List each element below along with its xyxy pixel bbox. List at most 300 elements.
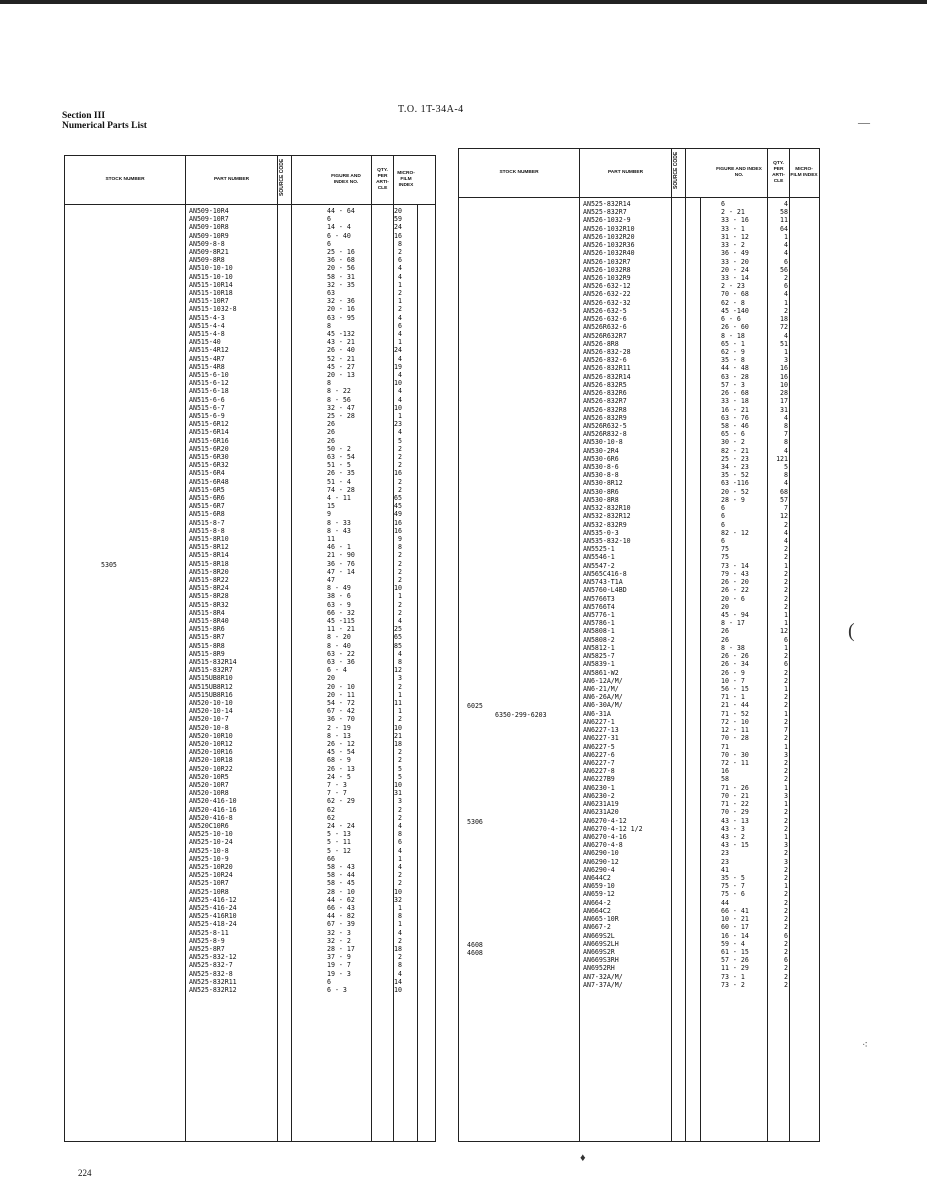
figure-index: 66 xyxy=(327,854,335,863)
quantity: 6 xyxy=(398,321,402,330)
part-number: AN509-8-8 xyxy=(189,239,225,248)
part-number: AN526-1032R36 xyxy=(583,241,635,250)
figure-index: 8 - 33 xyxy=(327,518,351,527)
part-number: AN525-10R8 xyxy=(189,887,229,896)
table-row xyxy=(65,487,435,494)
quantity: 10 xyxy=(394,584,402,593)
table-row xyxy=(65,913,435,920)
part-number: AN5776-1 xyxy=(583,611,615,619)
figure-index: 41 xyxy=(721,865,729,874)
part-number: AN515-4-4 xyxy=(189,321,225,330)
table-row xyxy=(459,390,819,397)
figure-index: 20 - 24 xyxy=(721,265,749,274)
quantity: 4 xyxy=(398,272,402,281)
table-row xyxy=(459,439,819,446)
figure-index: 43 - 13 xyxy=(721,816,749,825)
stock-number: 5305 xyxy=(101,560,117,569)
part-number: AN515-4R8 xyxy=(189,362,225,371)
margin-specks: ⁖ xyxy=(862,1040,868,1051)
table-row xyxy=(459,242,819,249)
figure-index: 82 - 12 xyxy=(721,528,749,537)
table-row xyxy=(65,667,435,674)
table-row xyxy=(459,365,819,372)
part-number: AN6227-8 xyxy=(583,767,615,776)
header-part-number: PART NUMBER xyxy=(607,170,644,175)
table-row xyxy=(459,357,819,364)
part-number: AN525-416-12 xyxy=(189,895,237,904)
quantity: 2 xyxy=(784,874,788,883)
quantity: 2 xyxy=(784,594,788,603)
part-number: AN509-10R4 xyxy=(189,207,229,215)
quantity: 7 xyxy=(784,726,788,735)
table-row xyxy=(65,880,435,887)
part-number: AN665-10R xyxy=(583,915,619,924)
table-row xyxy=(459,974,819,981)
part-number: AN525-10-8 xyxy=(189,846,229,855)
part-number: AN515-4R7 xyxy=(189,354,225,363)
table-row xyxy=(65,454,435,461)
table-row xyxy=(459,727,819,734)
table-row xyxy=(65,552,435,559)
part-number: AN5766T4 xyxy=(583,602,615,611)
figure-index: 67 - 42 xyxy=(327,707,355,716)
part-number: AN509-10R8 xyxy=(189,223,229,232)
figure-index: 8 - 13 xyxy=(327,731,351,740)
figure-index: 75 xyxy=(721,545,729,554)
quantity: 2 xyxy=(784,652,788,661)
table-row xyxy=(65,987,435,994)
part-number: AN6-26A/M/ xyxy=(583,693,623,702)
figure-index: 5 - 12 xyxy=(327,846,351,855)
table-row xyxy=(459,209,819,216)
quantity: 2 xyxy=(784,824,788,833)
quantity: 2 xyxy=(784,273,788,282)
table-row xyxy=(459,883,819,890)
part-number: AN515-6R6 xyxy=(189,494,225,502)
figure-index: 72 - 10 xyxy=(721,717,749,726)
figure-index: 44 - 62 xyxy=(327,895,355,904)
figure-index: 75 xyxy=(721,553,729,562)
part-number: AN515-6R20 xyxy=(189,444,229,453)
table-row xyxy=(65,585,435,592)
figure-index: 38 - 6 xyxy=(327,592,351,601)
quantity: 59 xyxy=(394,215,402,224)
part-number: AN526R632R7 xyxy=(583,331,627,340)
figure-index: 63 - 9 xyxy=(327,600,351,609)
part-number: AN515-4R12 xyxy=(189,346,229,355)
part-number: AN520-10-10 xyxy=(189,699,233,707)
table-row xyxy=(459,965,819,972)
quantity: 21 xyxy=(394,731,402,740)
part-number: AN510-10-10 xyxy=(189,264,233,273)
figure-index: 63 - 36 xyxy=(327,658,355,666)
figure-index: 46 - 1 xyxy=(327,543,351,552)
table-row xyxy=(459,678,819,685)
quantity: 2 xyxy=(784,520,788,529)
part-number: AN669S2L xyxy=(583,931,615,940)
figure-index: 8 - 56 xyxy=(327,395,351,404)
quantity: 8 xyxy=(398,830,402,839)
quantity: 2 xyxy=(398,715,402,724)
part-number: AN525-418-24 xyxy=(189,920,237,929)
figure-index: 62 xyxy=(327,813,335,822)
table-row xyxy=(65,511,435,518)
part-number: AN515-6R32 xyxy=(189,461,229,470)
figure-index: 5 - 13 xyxy=(327,830,351,839)
table-row xyxy=(459,875,819,882)
quantity: 1 xyxy=(784,742,788,751)
table-row xyxy=(459,834,819,841)
table-row xyxy=(65,864,435,871)
part-number: AN520-10-14 xyxy=(189,707,233,716)
figure-index: 45 - 54 xyxy=(327,748,355,757)
figure-index: 63 xyxy=(327,289,335,297)
table-row xyxy=(459,250,819,257)
table-row xyxy=(65,626,435,633)
table-row xyxy=(459,480,819,487)
part-number: AN526-632-22 xyxy=(583,290,631,299)
part-number: AN669S2R xyxy=(583,948,615,957)
part-number: AN6231A20 xyxy=(583,808,619,817)
part-number: AN515-6R7 xyxy=(189,502,225,511)
header-microfilm: MICRO- FILM INDEX xyxy=(790,167,818,178)
figure-index: 50 - 2 xyxy=(327,444,351,453)
part-number: AN5525-1 xyxy=(583,545,615,554)
table-row xyxy=(459,604,819,611)
page-number: 224 xyxy=(78,1168,92,1178)
table-row xyxy=(459,628,819,635)
margin-tick: — xyxy=(858,115,870,129)
quantity: 2 xyxy=(784,816,788,825)
quantity: 4 xyxy=(398,264,402,273)
quantity: 6 xyxy=(784,282,788,291)
table-row xyxy=(459,259,819,266)
quantity: 2 xyxy=(784,578,788,587)
table-row xyxy=(65,634,435,641)
part-number: AN526-1032R8 xyxy=(583,265,631,274)
quantity: 32 xyxy=(394,895,402,904)
quantity: 2 xyxy=(398,813,402,822)
table-row xyxy=(459,407,819,414)
quantity: 8 xyxy=(398,543,402,552)
quantity: 1 xyxy=(398,690,402,699)
part-number: AN532-832R12 xyxy=(583,512,631,521)
quantity: 45 xyxy=(394,502,402,511)
figure-index: 6 xyxy=(721,200,725,208)
part-number: AN530-2R4 xyxy=(583,446,619,455)
quantity: 1 xyxy=(784,232,788,241)
quantity: 4 xyxy=(784,200,788,208)
quantity: 49 xyxy=(394,510,402,519)
table-row xyxy=(65,716,435,723)
figure-index: 20 - 6 xyxy=(721,594,745,603)
quantity: 4 xyxy=(398,313,402,322)
figure-index: 26 - 12 xyxy=(327,740,355,748)
part-number: AN526-1032-9 xyxy=(583,216,631,225)
quantity: 2 xyxy=(784,972,788,981)
table-row xyxy=(65,798,435,805)
part-number: AN5808-1 xyxy=(583,627,615,636)
figure-index: 11 - 21 xyxy=(327,625,355,634)
table-row xyxy=(459,719,819,726)
quantity: 6 xyxy=(784,660,788,669)
part-number: AN5825-7 xyxy=(583,652,615,661)
table-row xyxy=(459,333,819,340)
figure-index: 71 - 26 xyxy=(721,783,749,792)
table-row xyxy=(459,234,819,241)
figure-index: 6 xyxy=(721,520,725,529)
quantity: 121 xyxy=(776,454,788,463)
quantity: 3 xyxy=(784,356,788,365)
quantity: 1 xyxy=(784,783,788,792)
quantity: 1 xyxy=(784,832,788,841)
figure-index: 44 - 64 xyxy=(327,207,355,215)
quantity: 10 xyxy=(780,380,788,389)
table-row xyxy=(459,916,819,923)
table-row xyxy=(459,924,819,931)
table-row xyxy=(459,744,819,751)
table-row xyxy=(459,456,819,463)
quantity: 2 xyxy=(398,305,402,314)
quantity: 16 xyxy=(394,231,402,240)
quantity: 10 xyxy=(394,986,402,994)
quantity: 16 xyxy=(394,526,402,535)
document-id: T.O. 1T-34A-4 xyxy=(398,104,464,115)
figure-index: 23 xyxy=(721,857,729,866)
part-number: AN515-6R8 xyxy=(189,510,225,519)
figure-index: 8 - 40 xyxy=(327,641,351,650)
ink-mark: ♦ xyxy=(580,1152,586,1164)
part-number: AN526-832R5 xyxy=(583,380,627,389)
table-row xyxy=(459,275,819,282)
quantity: 8 xyxy=(784,421,788,430)
quantity: 57 xyxy=(780,495,788,504)
part-number: AN526-1032R9 xyxy=(583,273,631,282)
figure-index: 75 - 6 xyxy=(721,890,745,899)
header-stock-number: STOCK NUMBER xyxy=(105,177,145,182)
figure-index: 24 - 5 xyxy=(327,772,351,781)
quantity: 16 xyxy=(394,469,402,478)
figure-index: 82 - 21 xyxy=(721,446,749,455)
part-number: AN525-8-9 xyxy=(189,936,225,945)
quantity: 6 xyxy=(784,956,788,965)
table-row xyxy=(65,807,435,814)
part-number: AN515UB8R16 xyxy=(189,690,233,699)
figure-index: 65 - 6 xyxy=(721,430,745,439)
quantity: 16 xyxy=(780,364,788,373)
quantity: 20 xyxy=(394,207,402,215)
part-number: AN667-2 xyxy=(583,923,611,932)
figure-index: 26 - 34 xyxy=(721,660,749,669)
figure-index: 36 - 70 xyxy=(327,715,355,724)
figure-index: 66 - 41 xyxy=(721,906,749,915)
figure-index: 36 - 49 xyxy=(721,249,749,258)
quantity: 23 xyxy=(394,420,402,429)
quantity: 3 xyxy=(784,841,788,850)
figure-index: 33 - 16 xyxy=(721,216,749,225)
quantity: 1 xyxy=(398,297,402,306)
figure-index: 67 - 39 xyxy=(327,920,355,929)
figure-index: 26 xyxy=(327,428,335,437)
table-row xyxy=(459,670,819,677)
quantity: 18 xyxy=(394,945,402,953)
quantity: 1 xyxy=(784,611,788,619)
figure-index: 21 - 90 xyxy=(327,551,355,560)
figure-index: 33 - 1 xyxy=(721,224,745,233)
figure-index: 20 xyxy=(721,602,729,611)
quantity: 4 xyxy=(398,863,402,871)
figure-index: 26 xyxy=(721,635,729,644)
table-row xyxy=(65,848,435,855)
part-number: AN659-12 xyxy=(583,890,615,899)
part-number: AN5786-1 xyxy=(583,619,615,628)
figure-index: 71 - 1 xyxy=(721,693,745,702)
figure-index: 28 - 10 xyxy=(327,887,355,896)
part-number: AN5766T3 xyxy=(583,594,615,603)
figure-index: 60 - 17 xyxy=(721,923,749,932)
quantity: 31 xyxy=(780,405,788,414)
figure-index: 20 - 11 xyxy=(327,690,355,699)
table-row xyxy=(459,349,819,356)
figure-index: 70 - 30 xyxy=(721,750,749,759)
table-row xyxy=(65,356,435,363)
table-row xyxy=(459,809,819,816)
table-row xyxy=(459,341,819,348)
quantity: 4 xyxy=(784,537,788,546)
header-qty: QTY. PER ARTI- CLE xyxy=(376,168,389,191)
figure-index: 73 - 1 xyxy=(721,972,745,981)
table-row xyxy=(65,962,435,969)
table-row xyxy=(65,470,435,477)
part-number: AN5861-W2 xyxy=(583,668,619,677)
table-row xyxy=(65,421,435,428)
quantity: 4 xyxy=(398,969,402,978)
table-row xyxy=(459,957,819,964)
table-row xyxy=(65,503,435,510)
quantity: 10 xyxy=(394,379,402,388)
quantity: 2 xyxy=(784,676,788,685)
part-number: AN525-832R12 xyxy=(189,986,237,994)
figure-index: 73 - 14 xyxy=(721,561,749,570)
part-number: AN515-8R18 xyxy=(189,559,229,568)
table-row xyxy=(459,316,819,323)
figure-index: 26 - 13 xyxy=(327,764,355,773)
quantity: 4 xyxy=(398,330,402,338)
quantity: 11 xyxy=(780,216,788,225)
table-row xyxy=(459,374,819,381)
figure-index: 8 - 43 xyxy=(327,526,351,535)
table-row xyxy=(65,610,435,617)
table-row xyxy=(65,577,435,584)
part-number: AN515-8-7 xyxy=(189,518,225,527)
table-row xyxy=(65,429,435,436)
quantity: 6 xyxy=(398,838,402,847)
figure-index: 54 - 72 xyxy=(327,699,355,707)
quantity: 65 xyxy=(394,633,402,642)
figure-index: 30 - 2 xyxy=(721,438,745,447)
quantity: 2 xyxy=(398,953,402,962)
figure-index: 19 - 7 xyxy=(327,961,351,970)
quantity: 4 xyxy=(398,846,402,855)
table-row xyxy=(459,933,819,940)
header-part-number: PART NUMBER xyxy=(213,177,250,182)
quantity: 2 xyxy=(784,734,788,743)
figure-index: 43 - 3 xyxy=(721,824,745,833)
part-number: AN515-8R12 xyxy=(189,543,229,552)
part-number: AN515-10R14 xyxy=(189,280,233,289)
table-row xyxy=(65,315,435,322)
quantity: 2 xyxy=(398,879,402,888)
table-row xyxy=(65,561,435,568)
table-row xyxy=(459,308,819,315)
part-number: AN530-10-8 xyxy=(583,438,623,447)
figure-index: 26 - 26 xyxy=(721,652,749,661)
table-row xyxy=(459,842,819,849)
quantity: 2 xyxy=(784,898,788,907)
figure-index: 52 - 21 xyxy=(327,354,355,363)
header-figure-index: FIGURE AND INDEX NO. xyxy=(716,167,762,178)
figure-index: 26 - 68 xyxy=(721,389,749,398)
part-number: AN6-21/M/ xyxy=(583,684,619,693)
quantity: 1 xyxy=(784,800,788,809)
figure-index: 43 - 15 xyxy=(721,841,749,850)
part-number: AN515-6R5 xyxy=(189,485,225,494)
quantity: 3 xyxy=(784,857,788,866)
figure-index: 8 xyxy=(327,379,331,388)
part-number: AN515-8R32 xyxy=(189,600,229,609)
figure-index: 71 - 22 xyxy=(721,800,749,809)
figure-index: 56 - 15 xyxy=(721,684,749,693)
table-row xyxy=(459,776,819,783)
part-number: AN5808-2 xyxy=(583,635,615,644)
quantity: 64 xyxy=(780,224,788,233)
part-number: AN520-10R10 xyxy=(189,731,233,740)
quantity: 1 xyxy=(398,707,402,716)
table-row xyxy=(65,224,435,231)
table-row xyxy=(65,397,435,404)
part-number: AN515-4-8 xyxy=(189,330,225,338)
part-number: AN515UB8R12 xyxy=(189,682,233,691)
quantity: 58 xyxy=(780,208,788,217)
part-number: AN526R832-8 xyxy=(583,430,627,439)
quantity: 2 xyxy=(398,444,402,453)
quantity: 4 xyxy=(398,387,402,396)
figure-index: 26 xyxy=(721,627,729,636)
table-row xyxy=(65,757,435,764)
figure-index: 66 - 43 xyxy=(327,904,355,912)
figure-index: 66 - 32 xyxy=(327,608,355,617)
figure-index: 26 - 22 xyxy=(721,586,749,595)
part-number: AN520C10R6 xyxy=(189,822,229,830)
table-row xyxy=(459,867,819,874)
part-number: AN509-8R8 xyxy=(189,256,225,265)
figure-index: 6 xyxy=(721,512,725,521)
part-number: AN6290-4 xyxy=(583,865,615,874)
quantity: 5 xyxy=(398,436,402,445)
part-number: AN515-6-18 xyxy=(189,387,229,396)
figure-index: 7 - 3 xyxy=(327,781,347,789)
figure-index: 10 - 7 xyxy=(721,676,745,685)
quantity: 4 xyxy=(784,479,788,488)
part-number: AN5812-1 xyxy=(583,643,615,652)
part-number: AN530-8R8 xyxy=(583,495,619,504)
table-row xyxy=(459,949,819,956)
table-row xyxy=(459,579,819,586)
figure-index: 2 - 21 xyxy=(721,208,745,217)
figure-index: 33 - 14 xyxy=(721,273,749,282)
figure-index: 43 - 21 xyxy=(327,338,355,347)
figure-index: 8 - 17 xyxy=(721,619,745,628)
